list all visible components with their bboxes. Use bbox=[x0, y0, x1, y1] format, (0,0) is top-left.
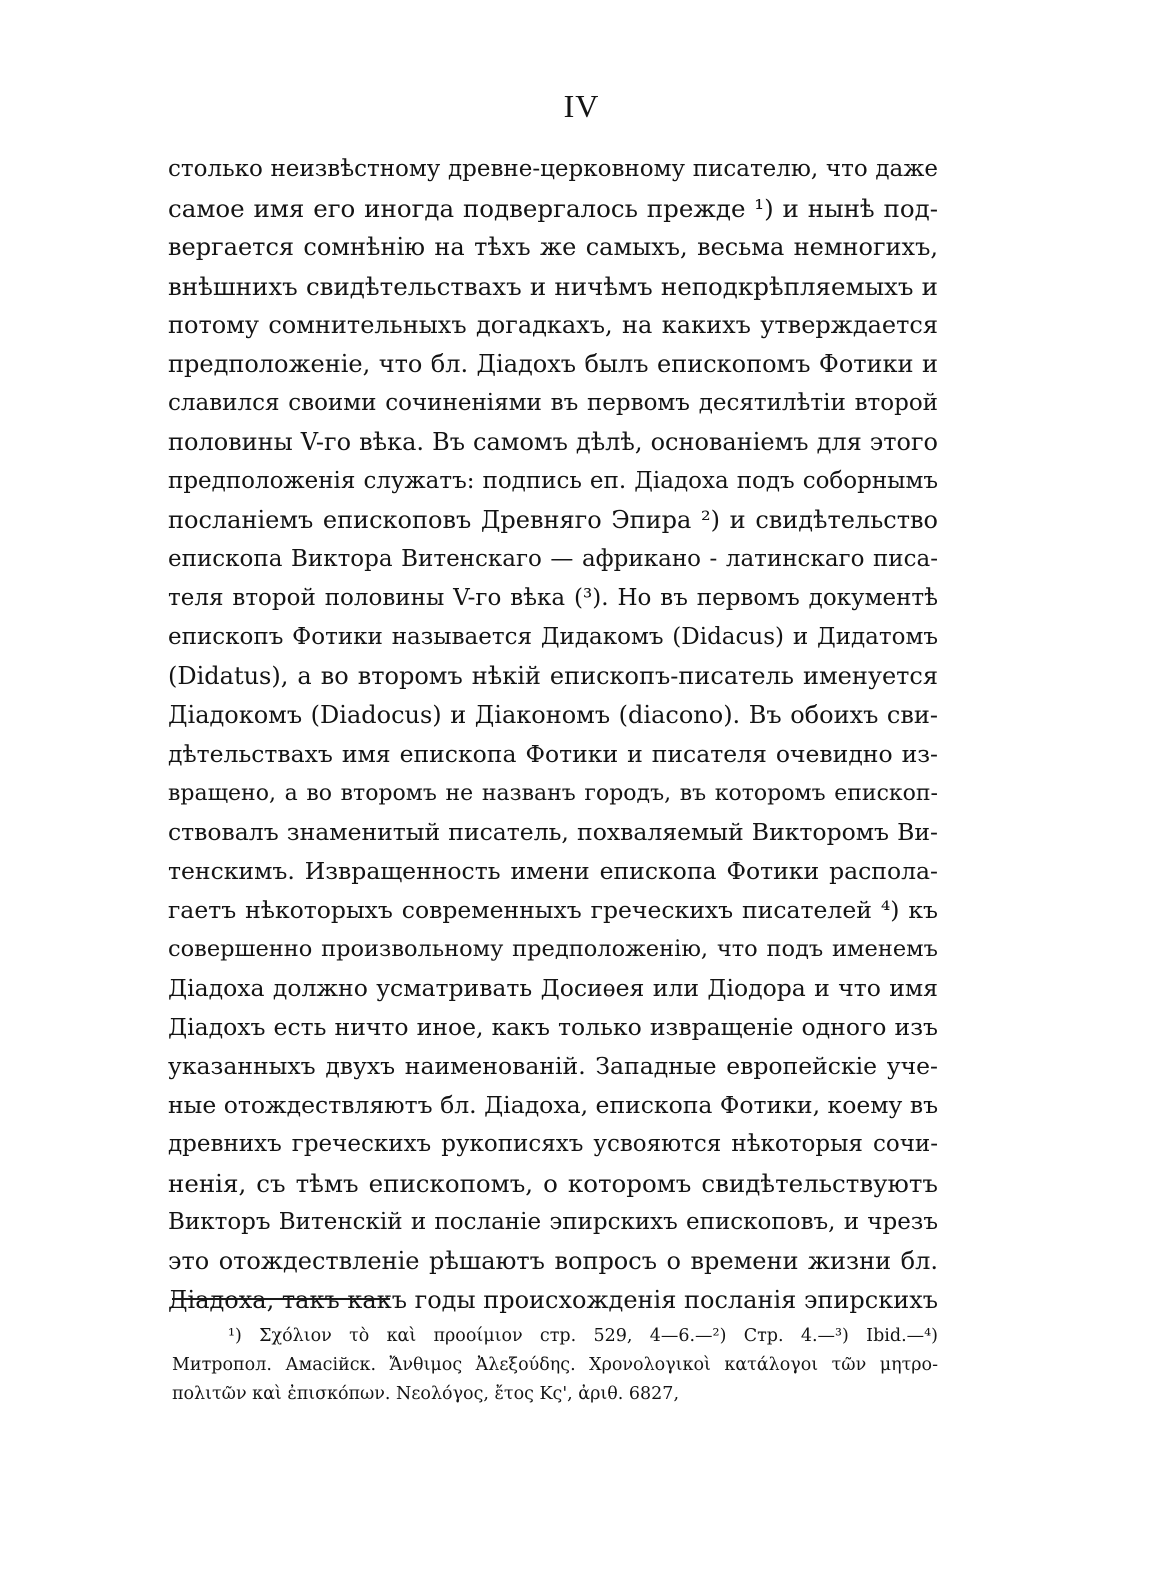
text-line: потому сомнительныхъ догадкахъ, на какихъ утверждается bbox=[168, 311, 938, 339]
text-line: внѣшнихъ свидѣтельствахъ и ничѣмъ неподкрѣпляемыхъ и bbox=[168, 272, 938, 301]
text-line: вращено, а во второмъ не названъ городъ, въ которомъ епископ- bbox=[168, 781, 938, 806]
text-line: совершенно произвольному предположенію, что подъ именемъ bbox=[168, 936, 938, 962]
text-line: предположеніе, что бл. Діадохъ былъ епископомъ Фотики и bbox=[168, 350, 938, 378]
footnotes bbox=[172, 1322, 938, 1409]
body-text bbox=[168, 150, 938, 1320]
text-line: ные отождествляютъ бл. Діадоха, епископа Фотики, коему въ bbox=[168, 1091, 939, 1119]
text-line: самое имя его иногда подвергалось прежде ¹) и нынѣ под- bbox=[168, 194, 938, 223]
footnote-line: Митропол. Амасійск. Ἄνθιμος Ἀλεξούδης. Χρονολογικοὶ κατάλογοι τῶν μητρο- bbox=[172, 1355, 938, 1375]
text-line: дѣтельствахъ имя епископа Фотики и писателя очевидно из- bbox=[168, 740, 938, 768]
text-line: Діадохъ есть ничто иное, какъ только извращеніе одного изъ bbox=[168, 1013, 938, 1041]
text-line: (Didatus), а во второмъ нѣкій епископъ-писатель именуется bbox=[168, 662, 938, 690]
text-line: предположенія служатъ: подпись еп. Діадоха подъ соборнымъ bbox=[168, 468, 938, 494]
text-line: Діадоха, такъ какъ годы происхожденія посланія эпирскихъ bbox=[168, 1286, 938, 1314]
text-line: славился своими сочиненіями въ первомъ десятилѣтіи второй bbox=[168, 390, 938, 416]
text-line: ствовалъ знаменитый писатель, похваляемый Викторомъ Ви- bbox=[168, 818, 938, 846]
text-line: теля второй половины V-го вѣка (³). Но въ первомъ документѣ bbox=[168, 585, 938, 611]
text-line: половины V-го вѣка. Въ самомъ дѣлѣ, основаніемъ для этого bbox=[168, 428, 938, 456]
footnote-separator bbox=[172, 1298, 390, 1300]
footnote-line: πολιτῶν καὶ ἐπισκόπων. Νεολόγος, ἔτος Κς', ἀριθ. 6827, bbox=[172, 1384, 680, 1404]
text-line: епископа Виктора Витенскаго — африкано - латинскаго писа- bbox=[168, 546, 938, 572]
text-line: Викторъ Витенскій и посланіе эпирскихъ епископовъ, и чрезъ bbox=[168, 1209, 938, 1235]
text-line: гаетъ нѣкоторыхъ современныхъ греческихъ писателей ⁴) къ bbox=[168, 896, 938, 924]
text-line: вергается сомнѣнію на тѣхъ же самыхъ, весьма немногихъ, bbox=[168, 233, 938, 261]
text-line: епископъ Фотики называется Дидакомъ (Didacus) и Дидатомъ bbox=[168, 624, 938, 650]
text-line: указанныхъ двухъ наименованій. Западные европейскіе уче- bbox=[168, 1052, 938, 1080]
text-line: посланіемъ епископовъ Древняго Эпира ²) и свидѣтельство bbox=[168, 506, 938, 534]
text-line: столько неизвѣстному древне-церковному писателю, что даже bbox=[168, 156, 938, 182]
text-line: древнихъ греческихъ рукописяхъ усвояются нѣкоторыя сочи- bbox=[168, 1131, 938, 1157]
page-number: IV bbox=[563, 88, 600, 124]
text-line: ненія, съ тѣмъ епископомъ, о которомъ свидѣтельствуютъ bbox=[168, 1169, 938, 1198]
text-line: Діадоха должно усматривать Досиѳея или Діодора и что имя bbox=[168, 974, 938, 1002]
text-line: Діадокомъ (Diadocus) и Діакономъ (diacono). Въ обоихъ сви- bbox=[168, 701, 938, 729]
text-line: тенскимъ. Извращенность имени епископа Фотики распола- bbox=[168, 857, 938, 885]
text-line: это отождествленіе рѣшаютъ вопросъ о времени жизни бл. bbox=[168, 1247, 938, 1275]
footnote-line: ¹) Σχόλιον τὸ καὶ προοίμιον стр. 529, 4—6.—²) Стр. 4.—³) Ibid.—⁴) bbox=[228, 1326, 938, 1346]
